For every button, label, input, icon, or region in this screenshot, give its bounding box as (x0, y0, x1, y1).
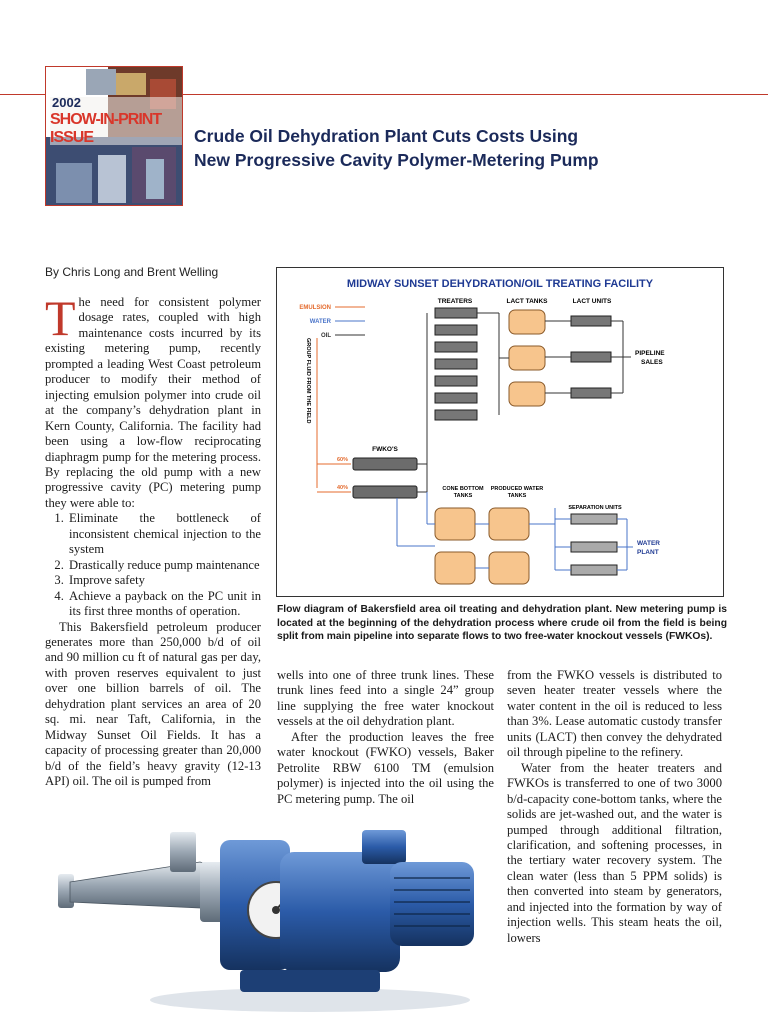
treater-vessel (435, 342, 477, 352)
treaters-label: TREATERS (437, 298, 473, 305)
list-item: 2. Drastically reduce pump maintenance (67, 558, 261, 573)
separation-unit (571, 542, 617, 552)
flow-diagram (277, 268, 723, 596)
lact-tank (509, 382, 545, 406)
figure-caption: Flow diagram of Bakersfield area oil treating and dehydration plant. New metering pump is located at the beginning of the dehydration process where crude oil from the field is being split from main pipeline into separate flows to two free-water knockout vessels (FWKOs). (277, 604, 727, 643)
water-plant-line2: PLANT (637, 549, 659, 556)
badge-year: 2002 (52, 95, 81, 110)
intro-paragraph: he need for consistent polymer dosage rates, coupled with high maintenance costs incurred by its existing metering pump, recently prompted a leading West Coast petroleum producer to modify their method of injecting emulsion polymer into crude oil at the company’s dehydration plant in Kern County, California. The facility had been using a low-flow reciprocating diaphragm pump for the metering process. By replacing the old pump with a new progressive cavity (PC) metering pump they were able to: (45, 295, 261, 510)
lact-unit (571, 388, 611, 398)
column-2 (277, 668, 494, 807)
lact-unit (571, 352, 611, 362)
paragraph: This Bakersfield petroleum producer generates more than 250,000 b/d of oil and 90 million cu ft of natural gas per day, with proven reserves equivalent to just over one billion barrels of oil. The dehydration plant services an area of 20 sq. mi. near Taft, California, in the Midway Sunset Oil Fields. It has a capacity of processing greater than 20,000 b/d of the field’s heavy gravity (12-13 API) oil. The oil is pumped from (45, 619, 261, 789)
water-plant-line1: WATER (637, 540, 660, 547)
list-item: 1. Eliminate the bottleneck of inconsistent chemical injection to the system (67, 511, 261, 557)
cone-bottom-line2: TANKS (453, 493, 473, 499)
separation-unit (571, 565, 617, 575)
legend-emulsion: EMULSION (299, 305, 331, 311)
produced-water-tank (489, 508, 529, 540)
fwko-vessel (353, 458, 417, 470)
separation-units-label: SEPARATION UNITS (568, 505, 622, 511)
title-line-2: New Progressive Cavity Polymer-Metering Pump (194, 150, 599, 170)
drop-cap: T (45, 290, 76, 346)
pct-top: 60% (337, 457, 349, 463)
paragraph: Water from the heater treaters and FWKOs is transferred to one of two 3000 b/d-capacity cone-bottom tanks, where the solids are jet-washed out, and the water is pumped through additional filtration, clarification, and softening processes, in the tertiary water recovery system. The clean water (less than 5 PPM solids) is then converted into steam by generators, and injected into the formation by way of injection wells. This steam heats the oil, lowers (507, 760, 722, 945)
fwkos-label: FWKO'S (372, 446, 398, 453)
treater-vessel (435, 410, 477, 420)
lact-tanks-label: LACT TANKS (506, 298, 548, 305)
produced-water-tank (489, 552, 529, 584)
column-1 (45, 290, 261, 790)
lact-units (571, 316, 611, 398)
diagram-title: MIDWAY SUNSET DEHYDRATION/OIL TREATING FACILITY (346, 278, 654, 290)
produced-water-line2: TANKS (507, 493, 527, 499)
byline: By Chris Long and Brent Welling (45, 265, 219, 279)
paragraph: from the FWKO vessels is distributed to seven heater treater vessels where the water content in the oil is reduced to less than 3%. Lease automatic custody transfer units (LACT) then convey the dehydrated oil through pipeline to the refinery. (507, 668, 722, 760)
treater-vessel (435, 325, 477, 335)
separation-units (571, 514, 617, 575)
produced-water-line1: PRODUCED WATER (490, 486, 544, 492)
benefits-list (45, 511, 261, 619)
column-3 (507, 668, 722, 946)
pipeline-sales-line1: PIPELINE (635, 350, 665, 357)
treater-vessel (435, 308, 477, 318)
list-item: 3. Improve safety (67, 573, 261, 588)
treater-vessel (435, 393, 477, 403)
badge-line2: ISSUE (50, 129, 94, 146)
article-title (194, 124, 754, 172)
treater-vessel (435, 376, 477, 386)
lact-tanks (509, 310, 545, 406)
separation-unit (571, 514, 617, 524)
treaters-stack (435, 308, 477, 420)
lact-tank (509, 346, 545, 370)
water-tanks (435, 508, 529, 584)
show-in-print-badge (45, 66, 183, 206)
group-fluid-label: GROUP FLUID FROM THE FIELD (305, 338, 311, 424)
flow-diagram-figure (276, 267, 724, 597)
lact-tank (509, 310, 545, 334)
paragraph: After the production leaves the free water knockout (FWKO) vessels, Baker Petrolite RBW 6100 TM (emulsion polymer) is injected into the oil using the PC metering pump. The oil (277, 729, 494, 806)
cone-bottom-line1: CONE BOTTOM (442, 486, 484, 492)
cone-bottom-tank (435, 508, 475, 540)
lact-unit (571, 316, 611, 326)
paragraph: wells into one of three trunk lines. These trunk lines feed into a single 24” group line supplying the free water knockout vessels at the oil dehydration plant. (277, 668, 494, 729)
treater-vessel (435, 359, 477, 369)
pump-photo (50, 822, 482, 1020)
fwko-vessel (353, 486, 417, 498)
list-item: 4. Achieve a payback on the PC unit in its first three months of operation. (67, 589, 261, 620)
title-line-1: Crude Oil Dehydration Plant Cuts Costs Using (194, 126, 579, 146)
lact-units-label: LACT UNITS (572, 298, 612, 305)
cone-bottom-tank (435, 552, 475, 584)
badge-line1: SHOW-IN-PRINT (50, 111, 162, 128)
progressive-cavity-pump-icon (50, 822, 482, 1020)
legend-water: WATER (309, 319, 331, 325)
pipeline-sales-line2: SALES (641, 359, 663, 366)
legend-oil: OIL (321, 333, 331, 339)
pct-bottom: 40% (337, 485, 349, 491)
